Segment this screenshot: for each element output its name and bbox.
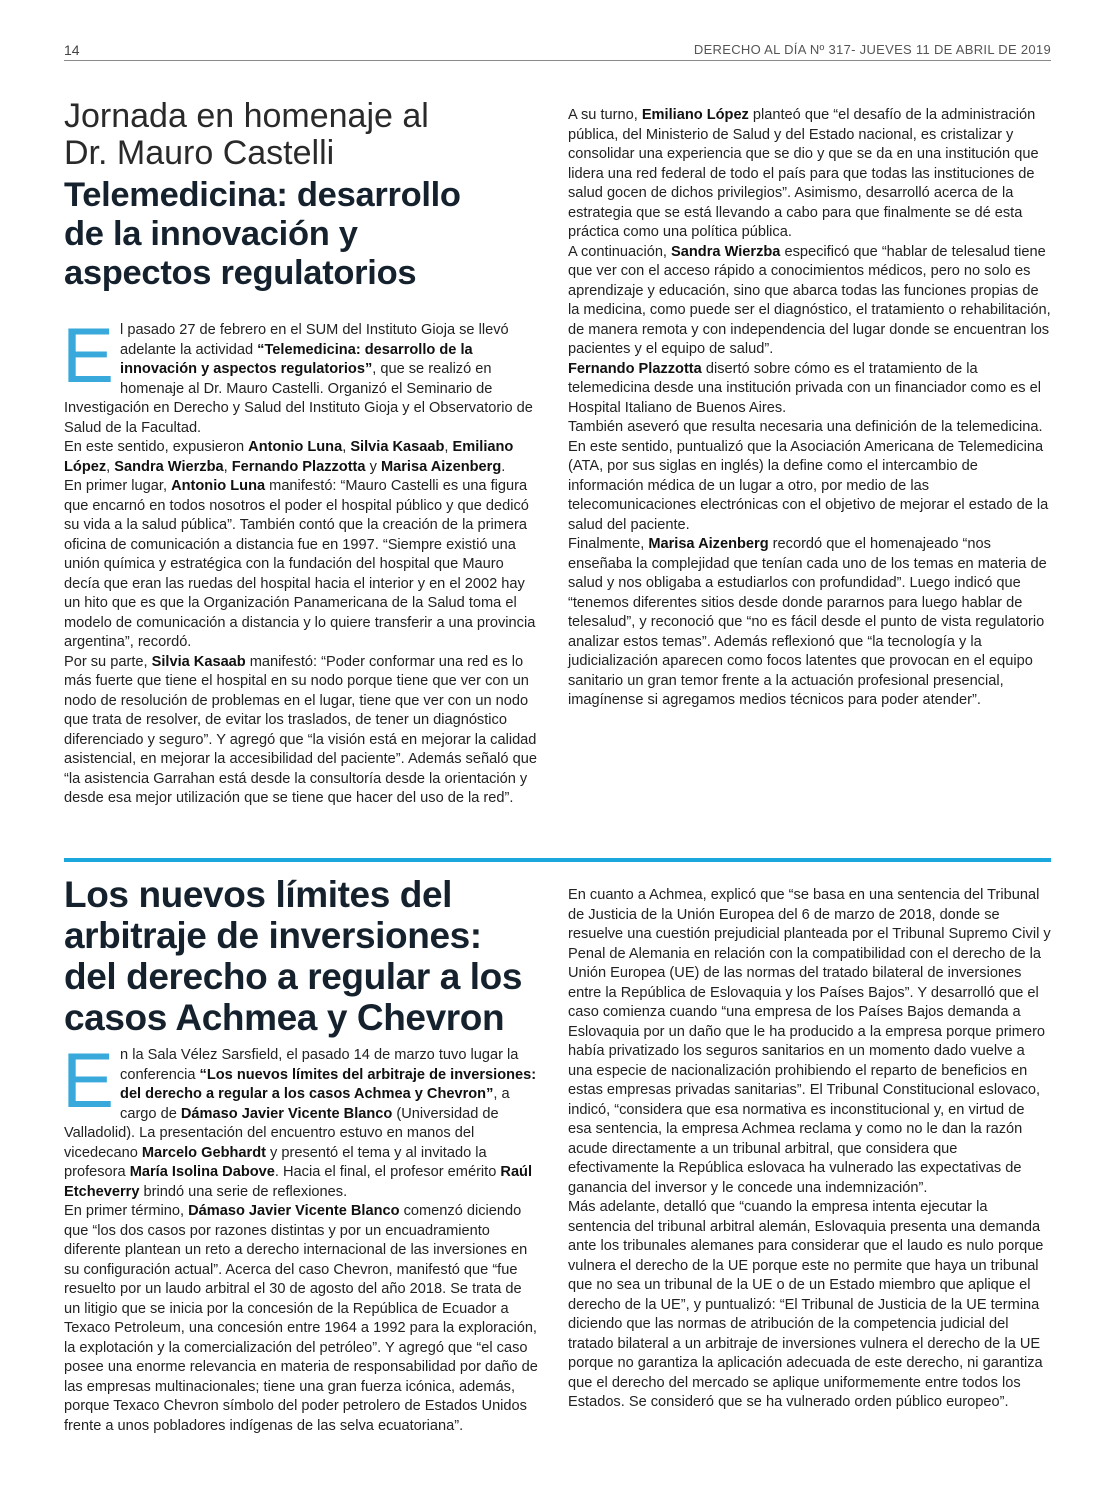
text: l pasado 27 de febrero en el SUM del Instituto Gioja se llevó adelante la actividad [120, 322, 509, 358]
text: y [365, 458, 381, 475]
headline-line: aspectos regulatorios [64, 254, 417, 292]
event-title: “Los nuevos límites del arbitraje de inversiones: del derecho a regular a los casos Achmea y Chevron” [120, 1066, 537, 1102]
text: En este sentido, expusieron [64, 439, 249, 455]
speaker-name: Sandra Wierzba [114, 458, 224, 475]
speaker-name: Marcelo Gebhardt [141, 1144, 266, 1161]
text: y presentó el tema y al invitado la profesora [64, 1144, 487, 1180]
kicker-line: Dr. Mauro Castelli [64, 134, 335, 172]
lead-paragraph [62, 311, 538, 438]
text: , [444, 439, 453, 455]
article1-kicker [64, 98, 538, 172]
text: manifestó: “Poder conformar una red es lo más fuerte que tiene el hospital en su nodo porque tiene que ver con un nodo de resolución de problemas en el lugar, tiene que ver con un nodo que trata de resolver, de evitar los traslados, de tener un diagnóstico diferenciado y seguro”. Y agregó que “la visión está en mejorar la calidad asistencial, en mejorar la accesibilidad del paciente”. Además señaló que “la asistencia Garrahan está desde la consultoría desde la orientación y desde esa mejor utilización que se tiene que hacer del uso de la red”. [64, 653, 537, 806]
speaker-name: María Isolina Dabove [129, 1164, 275, 1180]
text: Finalmente, [568, 536, 649, 552]
speaker-name: Emiliano López [641, 107, 749, 123]
headline-line: Telemedicina: desarrollo [64, 176, 461, 214]
text: n la Sala Vélez Sarsfield, el pasado 14 de marzo tuvo lugar la conferencia [120, 1047, 519, 1083]
luna-paragraph [64, 477, 538, 653]
speaker-name: Raúl Etcheverry [64, 1164, 533, 1200]
text: manifestó: “Mauro Castelli es una figura que encarnó en todos nosotros el poder el hospital público y que dedicó su vida a la salud pública”. También contó que la creación de la primera oficina de comunicación a distancia fue en 1997. “Siempre existió una unión química y estratégica con la fundación del hospital que Mauro decía que eran las ruedas del hospital hacia el interior y en el 2002 hay un hito que es que la Organización Panamericana de la Salud toma el modelo de comunicación a distancia y lo quiere transferir a una provincia argentina”, recordó. [64, 478, 536, 650]
kicker-line: Jornada en homenaje al [64, 97, 429, 135]
speaker-name: Sandra Wierzba [671, 243, 781, 260]
text: (Universidad de Valladolid). La presentación del encuentro estuvo en manos del vicedecano [64, 1105, 499, 1161]
lead-paragraph [62, 1036, 538, 1202]
speaker-name: Marisa Aizenberg [648, 536, 769, 552]
wierzba-paragraph [568, 243, 1052, 360]
text: comenzó diciendo que “los dos casos por razones distintas y por un encuadramiento diferente plantean un reto a derecho internacional de las inversiones en su configuración actual”. Acerca del caso Chevron, manifestó que “fue resuelto por un laudo arbitral el 30 de agosto del año 2018. Se trata de un litigio que se inicia por la concesión de la República de Ecuador a Texaco Petroleum, una concesión entre 1964 a 1992 para la exploración, la explotación y la comercialización del petróleo”. Y agregó que “el caso posee una enorme relevancia en materia de responsabilidad por daño de las empresas multinacionales; tiene una gran fuerza icónica, además, porque Texaco Chevron símbolo del poder petrolero de Estados Unidos frente a unos pobladores indígenas de las selva ecuatoriana”. [64, 1203, 538, 1434]
speaker-name: Emiliano López [64, 439, 514, 475]
lopez-paragraph [568, 106, 1052, 243]
headline-line: de la innovación y [64, 215, 358, 253]
speaker-name: Fernando Plazzotta [568, 360, 702, 377]
drop-cap: E [62, 311, 115, 399]
article1-body-left [62, 311, 538, 809]
text: . [501, 458, 506, 475]
text: recordó que el homenajeado “nos enseñaba la complejidad que tenían cada uno de los temas en materia de salud y nos obligaba a estudiarlos con profundidad”. Luego indicó que “tenemos diferentes sitios desde donde pararnos para luego hablar de telesalud”, y reconoció que “no es fácil desde el punto de vista regulatorio analizar estos temas”. Además reflexionó que “la tecnología y la judicialización aparecen como focos latentes que provocan en el equipo sanitario un gran temor frente a la actuación profesional presencial, imagínense si agregamos medios técnicos para poder atender”. [568, 536, 1047, 708]
headline-line: Los nuevos límites del [64, 874, 453, 915]
text: , [106, 458, 115, 475]
speaker-name: Marisa Aizenberg [380, 458, 502, 475]
text: En primer lugar, [64, 478, 172, 494]
text: A continuación, [568, 243, 672, 260]
event-title: “Telemedicina: desarrollo de la innovación y aspectos regulatorios” [120, 341, 473, 377]
article2-headline [64, 874, 538, 1038]
speaker-name: Dámaso Javier Vicente Blanco [180, 1105, 393, 1122]
text: planteó que “el desafío de la administración pública, del Ministerio de Salud y del Estado nacional, es cristalizar y consolidar una experiencia que se dio y que se da en una institución que lidera una red federal de todo el país para que todas las instituciones de salud gocen de dichos privilegios”. Asimismo, desarrolló acerca de la estrategia que se está llevando a cabo para que finalmente se dé esta práctica como una política pública. [568, 107, 1039, 240]
headline-line: casos Achmea y Chevron [64, 997, 505, 1038]
text: , a cargo de [120, 1086, 510, 1122]
speaker-name: Dámaso Javier Vicente Blanco [188, 1203, 400, 1219]
plazzotta-paragraph [568, 360, 1052, 419]
article2-right-column [568, 886, 1052, 1413]
text: , [223, 458, 232, 475]
article2-body-left [62, 1036, 538, 1436]
text: , que se realizó en homenaje al Dr. Mauro Castelli. Organizó el Seminario de Investigación en Derecho y Salud del Instituto Gioja y el Observatorio de Salud de la Facultad. [64, 361, 533, 436]
text: En primer término, [64, 1203, 189, 1219]
headline-line: del derecho a regular a los [64, 956, 523, 997]
text: disertó sobre cómo es el tratamiento de la telemedicina desde una institución privada con un financiador como es el Hospital Italiano de Buenos Aires. [568, 360, 1041, 416]
drop-cap: E [62, 1036, 115, 1124]
text: , [342, 439, 351, 455]
achmea-paragraph: En cuanto a Achmea, explicó que “se basa en una sentencia del Tribunal de Justicia de la Unión Europea del 6 de marzo de 2018, donde se resuelve una cuestión prejudicial planteada por el Tribunal Supremo Civil y Penal de Alemania en relación con la compatibilidad con el derecho de la Unión Europea (UE) de las normas del tratado bilateral de inversiones entre la República de Eslovaquia y los Países Bajos”. Y desarrolló que el caso comienza cuando “una empresa de los Países Bajos demanda a Eslovaquia por un daño que le ha producido a la empresa porque primero había privatizado los seguros sanitarios en un momento dado vuelve a una especie de nacionalización prohibiendo el reparto de beneficios en estas empresas privadas sanitarias”. El Tribunal Constitucional eslovaco, indicó, “considera que esa normativa es inconstitucional y, en virtud de esa sentencia, la empresa Achmea reclama y como no le dan la razón acude directamente a un tribunal arbitral, que considera que efectivamente la República eslovaca ha vulnerado las expectativas de ganancia del inversor y le concede una indemnización”. [568, 887, 1051, 1196]
section-divider [64, 858, 1051, 862]
header-divider [64, 60, 1051, 61]
article1-left-column [64, 98, 538, 809]
speakers-paragraph [64, 438, 538, 477]
article2-left-column [64, 874, 538, 1436]
publication-header: DERECHO AL DÍA Nº 317- JUEVES 11 DE ABRIL DE 2019 [693, 42, 1051, 57]
text: . Hacia el final, el profesor emérito [274, 1164, 501, 1180]
speaker-name: Antonio Luna [171, 478, 266, 494]
speaker-name: Silvia Kasaab [350, 439, 445, 455]
chevron-paragraph [64, 1202, 538, 1436]
headline-line: arbitraje de inversiones: [64, 915, 482, 956]
speaker-name: Fernando Plazzotta [231, 458, 366, 475]
text: Por su parte, [64, 653, 152, 670]
laudo-paragraph: Más adelante, detalló que “cuando la empresa intenta ejecutar la sentencia del tribunal arbitral alemán, Eslovaquia presenta una demanda ante los tribunales alemanes para considerar que el laudo es nulo porque vulnera el derecho de la UE porque este no permite que haya un tribunal que no sea un tribunal de la UE o de un Estado miembro que aplique el derecho de la UE”, y puntualizó: “El Tribunal de Justicia de la UE termina diciendo que las normas de atribución de la competencia judicial del tratado bilateral a un arbitraje de inversiones vulnera el derecho de la UE porque no garantiza la aplicación adecuada de este derecho, ni garantiza que el derecho del mercado se aplique uniformemente entre todos los Estados. Se consideró que se ha vulnerado orden público europeo”. [568, 1199, 1044, 1410]
page-number: 14 [64, 42, 80, 58]
ata-paragraph: También aseveró que resulta necesaria una definición de la telemedicina. En este sentido, puntualizó que la Asociación Americana de Telemedicina (ATA, por sus siglas en inglés) la define como el intercambio de información médica de un lugar a otro, por medio de las telecomunicaciones electrónicas con el objetivo de mejorar el estado de la salud del paciente. [568, 419, 1049, 533]
aizenberg-paragraph [568, 535, 1052, 711]
speaker-name: Silvia Kasaab [151, 653, 246, 670]
text: brindó una serie de reflexiones. [139, 1183, 348, 1200]
text: A su turno, [568, 107, 642, 123]
article1-headline [64, 176, 538, 293]
kasaab-paragraph [64, 653, 538, 809]
speaker-name: Antonio Luna [248, 439, 343, 455]
text: especificó que “hablar de telesalud tiene que ver con el acceso rápido a conocimientos médicos, pero no solo es aprendizaje y educación, sino que abarca todas las funciones propias de la medicina, como puede ser el diagnóstico, el tratamiento o rehabilitación, de manera remota y con independencia del lugar donde se encuentran los pacientes y el equipo de salud”. [568, 243, 1051, 357]
article1-right-column [568, 106, 1052, 711]
